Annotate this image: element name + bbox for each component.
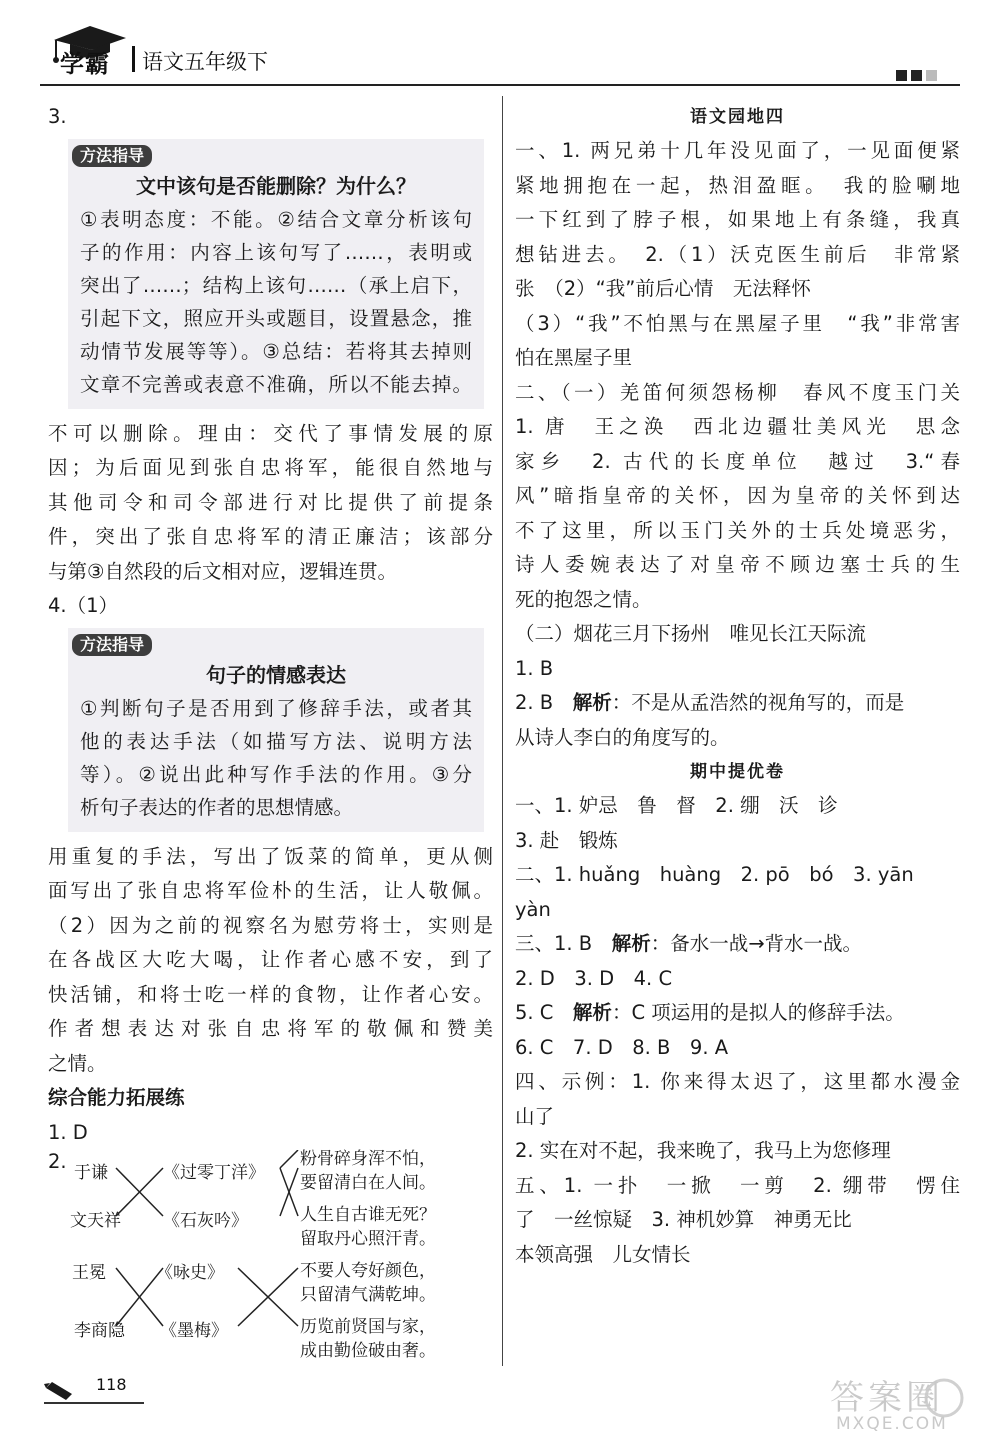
author-name: 文天祥 — [70, 1211, 121, 1231]
answer-line: （二）烟花三月下扬州 唯见长江天际流 — [515, 622, 867, 645]
answer-line — [515, 996, 960, 1031]
answer-line: 2. D 3. D 4. C — [515, 966, 673, 990]
poem-verse: 成由勤俭破由奢。 — [300, 1341, 436, 1361]
book-subtitle: 语文五年级下 — [142, 50, 268, 74]
question-3-label: 3. — [48, 105, 67, 128]
method-tip-badge: 方法指导 — [72, 145, 152, 167]
poem-verse: 留取丹心照汗青。 — [300, 1229, 436, 1249]
poem-verse: 人生自古谁无死？ — [300, 1205, 436, 1225]
footer-rule — [44, 1402, 144, 1404]
answer-line: 面写出了张自忠将军俭朴的生活，让人敬佩。 — [48, 879, 493, 902]
tip-line: 突出了……；结构上该句……（承上启下， — [80, 273, 472, 297]
section-title: 语文园地四 — [690, 107, 785, 127]
poem-title: 《咏史》 — [156, 1263, 224, 1283]
tip-line: 文章不完善或表意不准确，所以不能去掉。 — [80, 372, 472, 396]
answer-line: 怕在黑屋子里 — [515, 346, 633, 369]
watermark-text: 答案圈 — [830, 1378, 944, 1418]
answer-line: 件，突出了张自忠将军的清正廉洁；该部分 — [48, 525, 493, 548]
answer-line: 快活铺，和将士吃一样的食物，让作者心安。 — [48, 982, 493, 1006]
answer-line: 1. 唐 王之涣 西北边疆壮美风光 思念 — [515, 415, 960, 438]
answer-line: 死的抱怨之情。 — [515, 587, 652, 611]
answer-line: 家乡 2. 古代的长度单位 越过 3.“春 — [515, 449, 960, 473]
author-name: 王冕 — [72, 1263, 106, 1283]
analysis-text: ：C 项运用的是拟人的修辞手法。 — [611, 1001, 905, 1024]
method-tip-title: 句子的情感表达 — [206, 662, 346, 687]
answer-line: 四、示例：1. 你来得太迟了，这里都水漫金 — [515, 1070, 960, 1093]
answer-prefix: 5. C — [515, 1001, 573, 1024]
answer-line: 2. 实在对不起，我来晚了，我马上为您修理 — [515, 1139, 891, 1162]
answer-line: 因；为后面见到张自忠将军，能很自然地与 — [48, 456, 493, 479]
answer-line: 不了这里，所以玉门关外的士兵处境恶劣， — [515, 518, 960, 542]
poem-verse: 不要人夸好颜色， — [300, 1261, 436, 1281]
answer-line: 本领高强 儿女情长 — [515, 1242, 691, 1266]
section-heading: 综合能力拓展练 — [48, 1086, 185, 1109]
analysis-label: 解析 — [572, 691, 612, 714]
answer-line: 二、（一）羌笛何须怨杨柳 春风不度玉门关 — [515, 380, 960, 404]
answer-line: 作者想表达对张自忠将军的敬佩和赞美 — [48, 1017, 493, 1040]
answer-line: （3）“我”不怕黑与在黑屋子里 “我”非常害 — [515, 311, 960, 335]
brand-title: 学霸 — [60, 50, 110, 78]
answer-line: 想钻进去。 2.（1）沃克医生前后 非常紧 — [515, 242, 960, 266]
answer-line: 二、1. huǎng huàng 2. pō bó 3. yān — [515, 863, 914, 886]
answer-line: 用重复的手法，写出了饭菜的简单，更从侧 — [48, 844, 493, 868]
analysis-label: 解析 — [611, 932, 651, 955]
method-tip-title: 文中该句是否能删除？为什么？ — [136, 173, 416, 198]
left-column — [48, 100, 493, 1360]
tip-line: ①表明态度：不能。②结合文章分析该句 — [80, 207, 472, 231]
answer-line: 一、1. 妒忌 鲁 督 2. 绷 沃 诊 — [515, 794, 838, 817]
poem-verse: 历览前贤国与家， — [300, 1317, 436, 1337]
matching-number: 2. — [48, 1150, 67, 1173]
poem-verse: 粉骨碎身浑不怕， — [300, 1149, 436, 1169]
header-rule — [40, 84, 960, 86]
watermark-url: MXQE.COM — [836, 1414, 948, 1434]
answer-prefix: 2. B — [515, 691, 573, 714]
answer-line: 五、1. 一扑 一掀 一剪 2. 绷带 愣住 — [515, 1173, 960, 1197]
answer-line: 1. B — [515, 656, 554, 680]
tip-line: 子的作用：内容上该句写了……，表明或 — [80, 240, 472, 264]
answer-line: 张 （2）“我”前后心情 无法释怀 — [515, 277, 811, 300]
poem-title: 《石灰吟》 — [163, 1211, 248, 1231]
question-4-label: 4.（1） — [48, 594, 119, 617]
answer-line: 从诗人李白的角度写的。 — [515, 725, 730, 749]
matching-diagram — [48, 1150, 493, 1360]
answer-line: yàn — [515, 897, 551, 921]
answer-line: 诗人委婉表达了对皇帝不顾边塞士兵的生 — [515, 553, 960, 576]
answer-line: 1. D — [48, 1120, 88, 1144]
tip-line: 他的表达手法（如描写方法、说明方法 — [80, 729, 472, 753]
pen-icon — [44, 1374, 74, 1404]
header-squares-icon — [896, 66, 941, 85]
answer-line: 在各战区大吃大喝，让作者心感不安，到了 — [48, 948, 493, 971]
column-divider — [502, 96, 503, 1366]
answer-line: 一下红到了脖子根，如果地上有条缝，我真 — [515, 208, 960, 231]
author-name: 李商隐 — [74, 1321, 125, 1341]
right-column — [515, 100, 960, 1272]
answer-line: 6. C 7. D 8. B 9. A — [515, 1035, 729, 1059]
poem-title: 《过零丁洋》 — [163, 1163, 265, 1183]
method-tip-box — [68, 628, 484, 832]
tip-line: ①判断句子是否用到了修辞手法，或者其 — [80, 696, 472, 720]
section-title: 期中提优卷 — [690, 762, 785, 782]
tip-line: 引起下文，照应开头或题目，设置悬念，推 — [80, 306, 472, 330]
answer-line: 风”暗指皇帝的关怀，因为皇帝的关怀到达 — [515, 484, 960, 507]
method-tip-box — [68, 139, 484, 409]
header-separator — [132, 46, 135, 72]
author-name: 于谦 — [74, 1163, 108, 1183]
answer-line: 其他司令和司令部进行对比提供了前提条 — [48, 490, 493, 514]
answer-line: 山了 — [515, 1104, 555, 1128]
answer-line: 3. 赴 锻炼 — [515, 828, 618, 852]
answer-line: （2）因为之前的视察名为慰劳将士，实则是 — [48, 913, 493, 937]
poem-verse: 只留清气满乾坤。 — [300, 1285, 436, 1305]
page-number: 118 — [96, 1375, 127, 1394]
analysis-text: ：备水一战→背水一战。 — [650, 932, 863, 955]
tip-line: 等）。②说出此种写作手法的作用。③分 — [80, 762, 472, 786]
poem-title: 《墨梅》 — [160, 1321, 228, 1341]
answer-line: 与第③自然段的后文相对应，逻辑连贯。 — [48, 559, 397, 583]
answer-line: 一、1. 两兄弟十几年没见面了，一见面便紧 — [515, 139, 960, 162]
answer-line: 不可以删除。理由：交代了事情发展的原 — [48, 421, 493, 445]
answer-line: 紧地拥抱在一起，热泪盈眶。 我的脸唰地 — [515, 173, 960, 197]
analysis-text: ：不是从孟浩然的视角写的，而是 — [611, 691, 905, 714]
tip-line: 动情节发展等等）。③总结：若将其去掉则 — [80, 339, 472, 363]
answer-prefix: 三、1. B — [515, 932, 612, 955]
answer-line: 了 一丝惊疑 3. 神机妙算 神勇无比 — [515, 1208, 852, 1231]
answer-line: 之情。 — [48, 1051, 107, 1075]
answer-line — [515, 686, 960, 721]
tip-line: 析句子表达的作者的思想情感。 — [80, 795, 354, 819]
poem-verse: 要留清白在人间。 — [300, 1173, 436, 1193]
analysis-label: 解析 — [572, 1001, 612, 1024]
answer-line — [515, 927, 960, 962]
method-tip-badge: 方法指导 — [72, 634, 152, 656]
